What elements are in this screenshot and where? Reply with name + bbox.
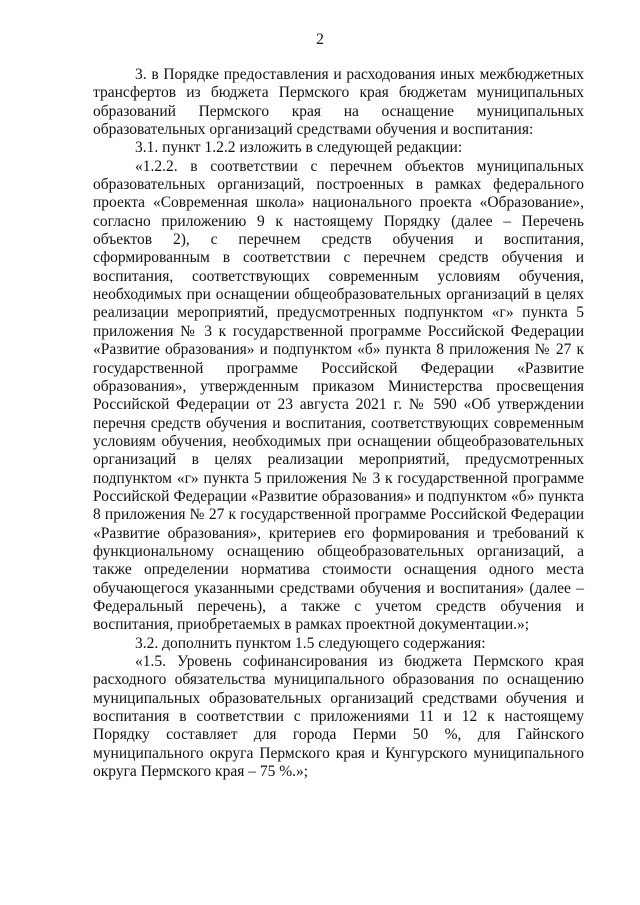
- document-body: [93, 66, 584, 781]
- paragraph-item-3: 3. в Порядке предоставления и расходования иных межбюджетных трансфертов из бюджета Пермского края бюджетам муниципальных образований Пермского края на оснащение муниципальных образовательных организаций средствами обучения и воспитания:: [93, 66, 584, 139]
- paragraph-clause-1-5: «1.5. Уровень софинансирования из бюджета Пермского края расходного обязательства муниципального образования по оснащению муниципальных образовательных организаций средствами обучения и воспитания в соответствии с приложениями 11 и 12 к настоящему Порядку составляет для города Перми 50 %, для Гайнского муниципального округа Пермского края и Кунгурского муниципального округа Пермского края – 75 %.»;: [93, 653, 584, 781]
- paragraph-clause-1-2-2: «1.2.2. в соответствии с перечнем объектов муниципальных образовательных организаций, построенных в рамках федерального проекта «Современная школа» национального проекта «Образование», согласно приложению 9 к настоящему Порядку (далее – Перечень объектов 2), с перечнем средств обучения и воспитания, сформированным в соответствии с перечнем средств обучения и воспитания, соответствующих современным условиям обучения, необходимых при оснащении общеобразовательных организаций в целях реализации мероприятий, предусмотренных подпунктом «г» пункта 5 приложения № 3 к государственной программе Российской Федерации «Развитие образования» и подпунктом «б» пункта 8 приложения № 27 к государственной программе Российской Федерации «Развитие образования», утвержденным приказом Министерства просвещения Российской Федерации от 23 августа 2021 г. № 590 «Об утверждении перечня средств обучения и воспитания, соответствующих современным условиям обучения, необходимых при оснащении общеобразовательных организаций в целях реализации мероприятий, предусмотренных подпунктом «г» пункта 5 приложения № 3 к государственной программе Российской Федерации «Развитие образования» и подпунктом «б» пункта 8 приложения № 27 к государственной программе Российской Федерации «Развитие образования», критериев его формирования и требований к функциональному оснащению общеобразовательных организаций, а также определении норматива стоимости оснащения одного места обучающегося указанными средствами обучения и воспитания» (далее – Федеральный перечень), а также с учетом средств обучения и воспитания, приобретаемых в рамках проектной документации.»;: [93, 157, 584, 634]
- page-number: 2: [316, 31, 324, 48]
- paragraph-item-3-1: 3.1. пункт 1.2.2 изложить в следующей редакции:: [135, 139, 463, 157]
- paragraph-item-3-2: 3.2. дополнить пунктом 1.5 следующего содержания:: [135, 634, 486, 652]
